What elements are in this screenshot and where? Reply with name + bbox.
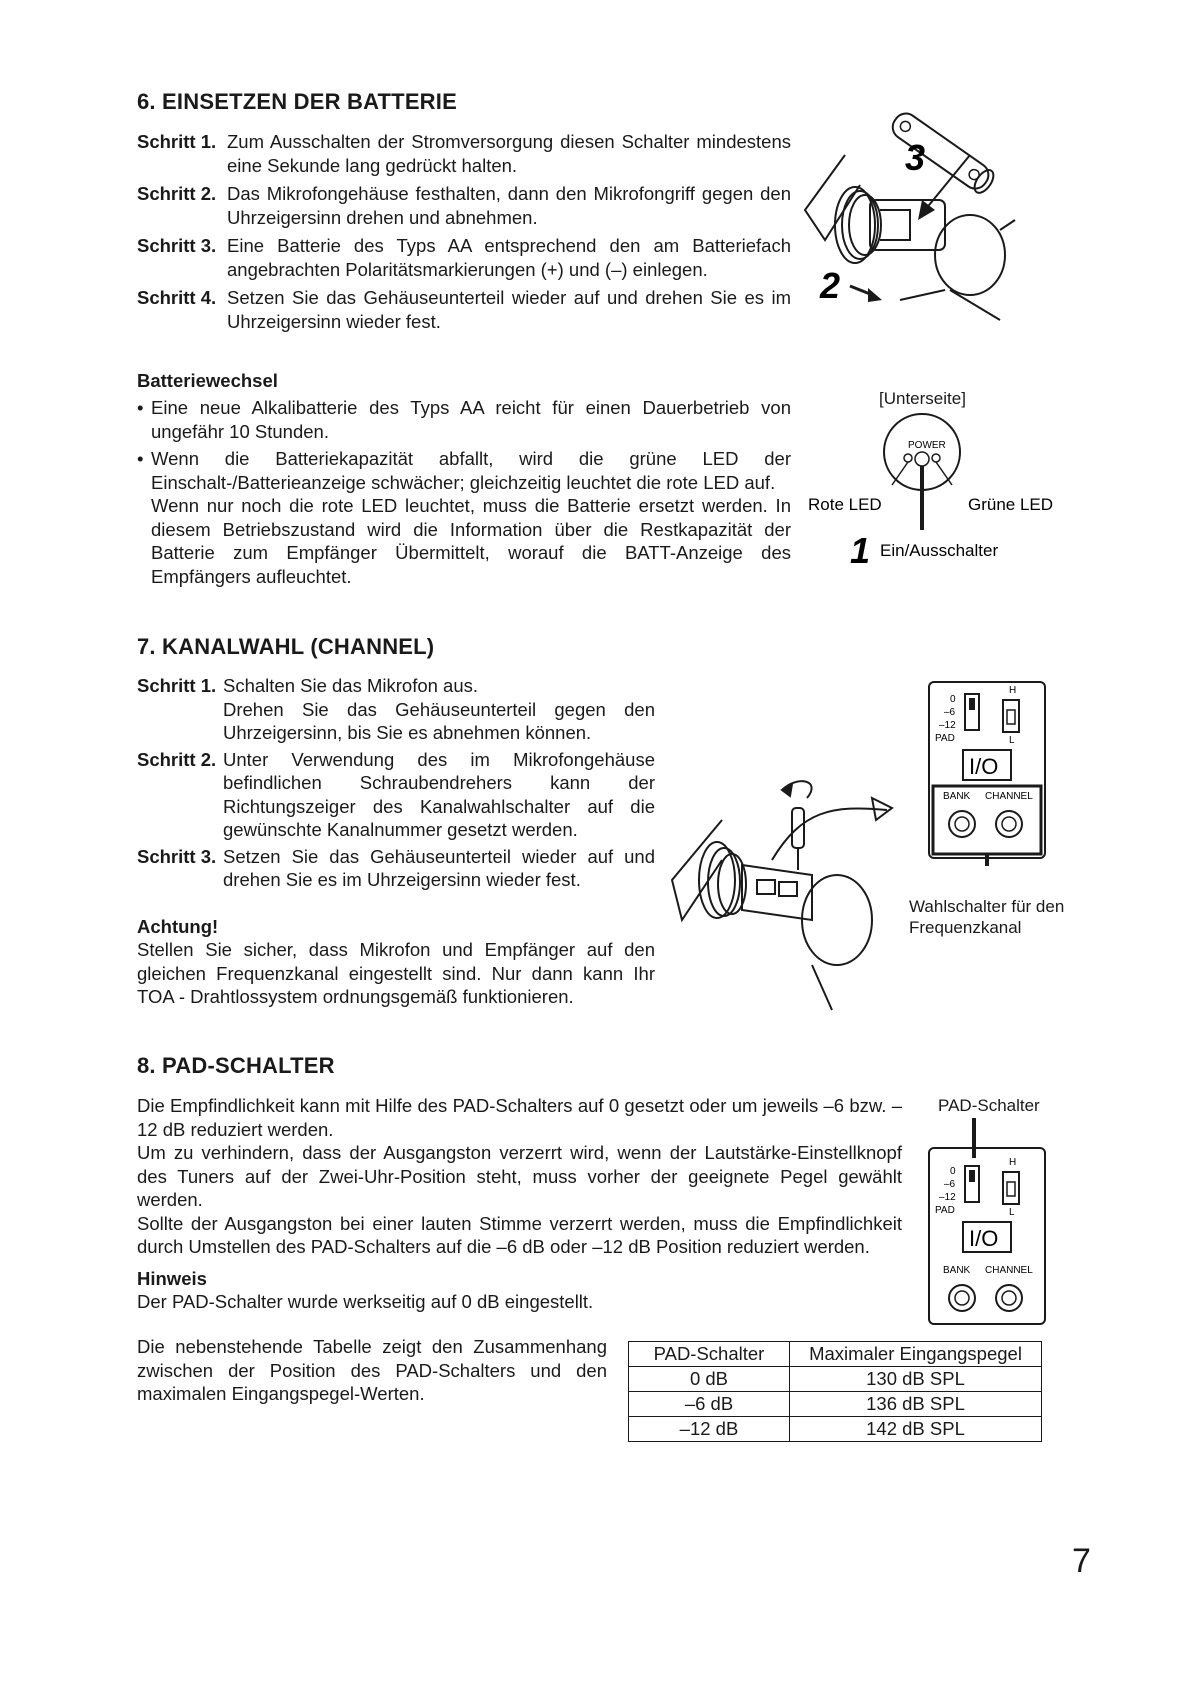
step-label: Schritt 3. <box>137 845 217 867</box>
step-3 <box>137 234 791 281</box>
step-4 <box>137 286 791 333</box>
pad-level-table <box>628 1341 1042 1442</box>
channel-dial[interactable] <box>996 811 1022 837</box>
step-line: Schalten Sie das Mikrofon aus. <box>223 675 479 696</box>
table-row <box>629 1367 1042 1392</box>
step-label: Schritt 2. <box>137 183 217 204</box>
list-item: • Wenn die Batteriekapazität abfallt, wird die grüne LED der Einschalt-/Batterieanzeige schwächer; gleichzeitig leuchtet die rote LED auf. <box>137 447 791 494</box>
step-line: Drehen Sie das Gehäuseunterteil gegen den Uhrzeigersinn, bis Sie es abnehmen können. <box>223 698 655 743</box>
battery-change-continuation: Wenn nur noch die rote LED leuchtet, muss die Batterie ersetzt werden. In diesem Betriebszustand wird die Information über die Restkapazität der Batterie zum Empfänger Übermittelt, worauf die BATT-Anzeige des Empfängers aufleuchtet. <box>151 495 791 587</box>
hl-switch[interactable] <box>1003 700 1019 732</box>
section7-steps <box>137 674 655 897</box>
channel-label: CHANNEL <box>985 791 1033 802</box>
step-label: Schritt 1. <box>137 675 217 696</box>
table-header-row <box>629 1342 1042 1367</box>
table-cell: 142 dB SPL <box>790 1417 1042 1442</box>
step-text: Das Mikrofongehäuse festhalten, dann den Mikrofongriff gegen den Uhrzeigersinn drehen und abnehmen. <box>227 183 791 228</box>
bank-label: BANK <box>943 1265 971 1276</box>
bottom-view-caption: [Unterseite] <box>879 389 966 408</box>
table-cell: 0 dB <box>629 1367 790 1392</box>
red-led-label: Rote LED <box>808 495 882 514</box>
section6-steps <box>137 130 791 338</box>
red-led-icon <box>904 454 912 462</box>
section6-title: 6. EINSETZEN DER BATTERIE <box>137 89 457 114</box>
step-text: Zum Ausschalten der Stromversorgung diesen Schalter mindestens eine Sekunde lang gedrückt halten. <box>227 131 791 176</box>
pad-switch-panel <box>927 1118 1047 1326</box>
step-2 <box>137 748 655 842</box>
channel-panel-caption: Wahlschalter für den Frequenzkanal <box>909 897 1065 937</box>
table-cell: 130 dB SPL <box>790 1367 1042 1392</box>
step-text: Setzen Sie das Gehäuseunterteil wieder auf und drehen Sie es im Uhrzeigersinn wieder fest. <box>223 845 655 890</box>
paragraph: Die Empfindlichkeit kann mit Hilfe des PAD-Schalters auf 0 gesetzt oder um jeweils –6 bzw. –12 dB reduziert werden. <box>137 1095 902 1140</box>
step-1 <box>137 130 791 177</box>
table-cell: 136 dB SPL <box>790 1392 1042 1417</box>
channel-label: CHANNEL <box>985 1265 1033 1276</box>
pad-12-label: –12 <box>939 720 956 731</box>
column-header: PAD-Schalter <box>629 1342 790 1367</box>
h-label: H <box>1009 685 1017 696</box>
pad-figure-label: PAD-Schalter <box>938 1096 1040 1115</box>
channel-select-illustration <box>662 770 902 1010</box>
channel-switch-panel <box>927 680 1047 860</box>
green-led-icon <box>932 454 940 462</box>
page-number: 7 <box>1072 1542 1091 1580</box>
caution-text: Stellen Sie sicher, dass Mikrofon und Empfänger auf den gleichen Frequenzkanal eingestellt sind. Nur dann kann Ihr TOA - Drahtlossystem ordnungsgemäß funktionieren. <box>137 939 655 1007</box>
pad-0-label: 0 <box>950 694 956 705</box>
battery-insertion-illustration <box>800 100 1060 340</box>
step-text: Unter Verwendung des im Mikrofongehäuse befindlichen Schraubendrehers kann der Richtungszeiger des Kanalwahlschalter auf die gewünschte Kanalnummer gesetzt werden. <box>223 748 655 840</box>
io-label: I/O <box>969 1226 999 1251</box>
battery-change-body <box>137 396 791 588</box>
bank-dial[interactable] <box>949 1285 975 1311</box>
step-3 <box>137 845 655 892</box>
table-row <box>629 1392 1042 1417</box>
step-2 <box>137 182 791 229</box>
number-1: 1 <box>850 530 871 571</box>
io-label: I/O <box>969 754 999 779</box>
pad-0-label: 0 <box>950 1166 956 1177</box>
bank-dial[interactable] <box>949 811 975 837</box>
table-row <box>629 1417 1042 1442</box>
pad-6-label: –6 <box>944 707 956 718</box>
list-item: • Eine neue Alkalibatterie des Typs AA reicht für einen Dauerbetrieb von ungefähr 10 Stunden. <box>137 396 791 443</box>
column-header: Maximaler Eingangspegel <box>790 1342 1042 1367</box>
number-2: 2 <box>820 265 841 306</box>
paragraph: Um zu verhindern, dass der Ausgangston verzerrt wird, wenn der Lautstärke-Einstellknopf des Tuners auf der Zwei-Uhr-Position steht, muss vorher der geeignete Pegel gewählt werden. <box>137 1142 902 1210</box>
battery-change-title: Batteriewechsel <box>137 370 278 391</box>
pad-label: PAD <box>935 733 955 744</box>
power-button-icon <box>915 452 929 466</box>
step-label: Schritt 1. <box>137 131 217 152</box>
paragraph: Sollte der Ausgangston bei einer lauten Stimme verzerrt werden, muss die Empfindlichkeit durch Umstellen des PAD-Schalters auf die –6 dB oder –12 dB Position reduziert werden. <box>137 1212 902 1257</box>
step-label: Schritt 2. <box>137 748 217 770</box>
step-label: Schritt 4. <box>137 287 217 308</box>
note-text: Der PAD-Schalter wurde werkseitig auf 0 dB eingestellt. <box>137 1291 594 1312</box>
pad-12-label: –12 <box>939 1192 956 1203</box>
l-label: L <box>1009 735 1015 746</box>
pad-label: PAD <box>935 1205 955 1216</box>
l-label: L <box>1009 1207 1015 1218</box>
power-switch-label: Ein/Ausschalter <box>880 541 999 560</box>
power-label: POWER <box>908 440 946 451</box>
green-led-label: Grüne LED <box>968 495 1054 514</box>
section8-paragraphs <box>137 1094 902 1259</box>
step-text: Eine Batterie des Typs AA entsprechend den am Batteriefach angebrachten Polaritätsmarkierungen (+) und (–) einlegen. <box>227 235 791 280</box>
number-3: 3 <box>905 137 926 178</box>
table-intro: Die nebenstehende Tabelle zeigt den Zusammenhang zwischen der Position des PAD-Schalters und den maximalen Eingangspegel-Werten. <box>137 1336 607 1404</box>
step-label: Schritt 3. <box>137 235 217 256</box>
caution-title: Achtung! <box>137 916 219 937</box>
table-cell: –12 dB <box>629 1417 790 1442</box>
bottom-view-illustration <box>800 410 1060 570</box>
step-1 <box>137 674 655 745</box>
note-title: Hinweis <box>137 1268 207 1289</box>
section7-title: 7. KANALWAHL (CHANNEL) <box>137 634 435 659</box>
h-label: H <box>1009 1157 1017 1168</box>
bank-label: BANK <box>943 791 971 802</box>
section8-title: 8. PAD-SCHALTER <box>137 1053 335 1078</box>
pad-6-label: –6 <box>944 1179 956 1190</box>
channel-dial[interactable] <box>996 1285 1022 1311</box>
step-text: Setzen Sie das Gehäuseunterteil wieder auf und drehen Sie es im Uhrzeigersinn wieder fest. <box>227 287 791 332</box>
table-cell: –6 dB <box>629 1392 790 1417</box>
hl-switch[interactable] <box>1003 1172 1019 1204</box>
step-text <box>223 674 655 745</box>
screwdriver-icon <box>782 781 812 870</box>
